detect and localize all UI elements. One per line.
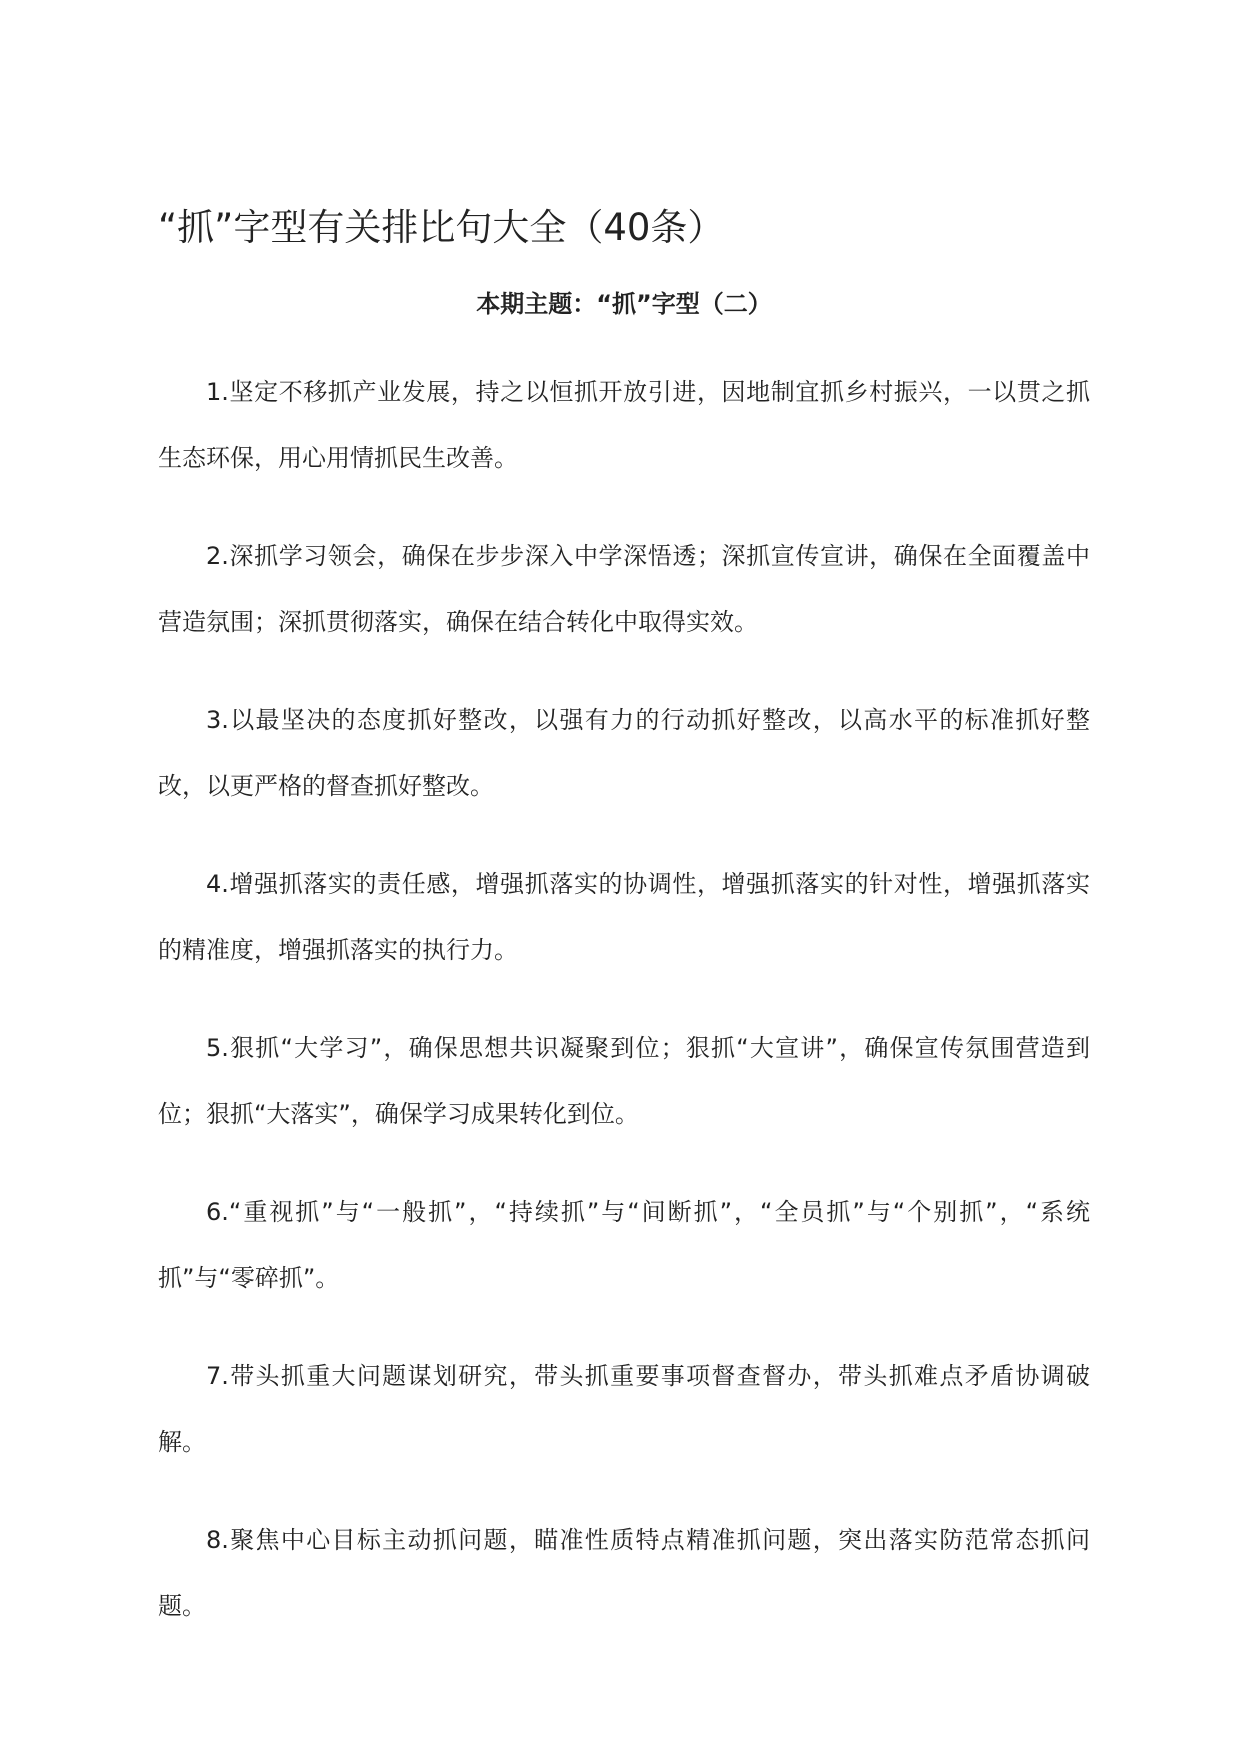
list-item: 2.深抓学习领会，确保在步步深入中学深悟透；深抓宣传宣讲，确保在全面覆盖中营造氛围；深抓贯彻落实，确保在结合转化中取得实效。 bbox=[158, 542, 1090, 636]
list-item: 3.以最坚决的态度抓好整改，以强有力的行动抓好整改，以高水平的标准抓好整改，以更严格的督查抓好整改。 bbox=[158, 706, 1090, 800]
list-item: 7.带头抓重大问题谋划研究，带头抓重要事项督查督办，带头抓难点矛盾协调破解。 bbox=[158, 1362, 1090, 1456]
item-list bbox=[158, 359, 1090, 1671]
list-item: 1.坚定不移抓产业发展，持之以恒抓开放引进，因地制宜抓乡村振兴，一以贯之抓生态环保，用心用情抓民生改善。 bbox=[158, 378, 1090, 472]
theme-heading: 本期主题：“抓”字型（二） bbox=[476, 290, 772, 318]
list-item: 6.“重视抓”与“一般抓”，“持续抓”与“间断抓”，“全员抓”与“个别抓”，“系统抓”与“零碎抓”。 bbox=[158, 1198, 1090, 1292]
list-item: 4.增强抓落实的责任感，增强抓落实的协调性，增强抓落实的针对性，增强抓落实的精准度，增强抓落实的执行力。 bbox=[158, 870, 1090, 964]
list-item: 8.聚焦中心目标主动抓问题，瞄准性质特点精准抓问题，突出落实防范常态抓问题。 bbox=[158, 1526, 1090, 1620]
document-title: “抓”字型有关排比句大全（40条） bbox=[158, 206, 725, 249]
list-item: 5.狠抓“大学习”，确保思想共识凝聚到位；狠抓“大宣讲”，确保宣传氛围营造到位；狠抓“大落实”，确保学习成果转化到位。 bbox=[158, 1034, 1090, 1128]
